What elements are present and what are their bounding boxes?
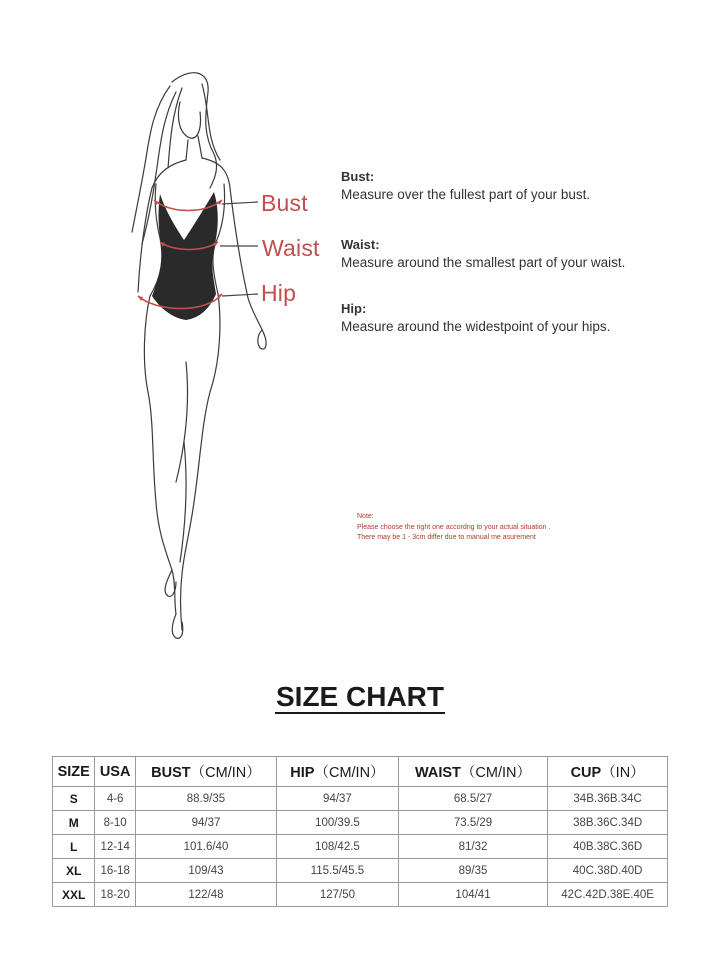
cell-cup: 40B.38C.36D bbox=[548, 835, 668, 859]
header-size: SIZE bbox=[53, 757, 95, 787]
cell-usa: 16-18 bbox=[95, 859, 135, 883]
cell-hip: 94/37 bbox=[277, 787, 399, 811]
hip-description-text: Measure around the widestpoint of your hips. bbox=[341, 319, 611, 334]
cell-waist: 81/32 bbox=[398, 835, 547, 859]
note-line-1: Please choose the right one accordng to your actual situation . bbox=[357, 523, 551, 531]
cell-usa: 12-14 bbox=[95, 835, 135, 859]
bust-description-text: Measure over the fullest part of your bust. bbox=[341, 187, 591, 202]
cell-cup: 34B.36B.34C bbox=[548, 787, 668, 811]
cell-hip: 127/50 bbox=[277, 883, 399, 907]
header-bust: BUST（CM/IN） bbox=[135, 757, 276, 787]
cell-waist: 73.5/29 bbox=[398, 811, 547, 835]
bust-callout-label: Bust bbox=[261, 190, 308, 216]
bust-description bbox=[341, 168, 701, 204]
waist-description bbox=[341, 236, 701, 272]
cell-size: XXL bbox=[53, 883, 95, 907]
measurement-note bbox=[357, 512, 657, 544]
model-sketch-illustration bbox=[110, 62, 340, 652]
cell-hip: 115.5/45.5 bbox=[277, 859, 399, 883]
cell-cup: 42C.42D.38E.40E bbox=[548, 883, 668, 907]
header-waist: WAIST（CM/IN） bbox=[398, 757, 547, 787]
cell-cup: 40C.38D.40D bbox=[548, 859, 668, 883]
bust-description-title: Bust: bbox=[341, 169, 375, 184]
table-row bbox=[53, 787, 668, 811]
cell-bust: 88.9/35 bbox=[135, 787, 276, 811]
table-row bbox=[53, 883, 668, 907]
hip-description bbox=[341, 300, 701, 336]
note-line-2: There may be 1 - 3cm differ due to manual me asurement bbox=[357, 534, 536, 541]
cell-waist: 89/35 bbox=[398, 859, 547, 883]
waist-callout-label: Waist bbox=[262, 235, 320, 261]
header-hip: HIP（CM/IN） bbox=[277, 757, 399, 787]
cell-waist: 104/41 bbox=[398, 883, 547, 907]
cell-size: L bbox=[53, 835, 95, 859]
table-row bbox=[53, 859, 668, 883]
cell-usa: 18-20 bbox=[95, 883, 135, 907]
cell-size: XL bbox=[53, 859, 95, 883]
size-chart-title-wrap bbox=[0, 682, 720, 714]
cell-size: S bbox=[53, 787, 95, 811]
cell-bust: 94/37 bbox=[135, 811, 276, 835]
cell-cup: 38B.36C.34D bbox=[548, 811, 668, 835]
cell-usa: 8-10 bbox=[95, 811, 135, 835]
cell-bust: 101.6/40 bbox=[135, 835, 276, 859]
cell-hip: 100/39.5 bbox=[277, 811, 399, 835]
waist-description-title: Waist: bbox=[341, 237, 380, 252]
note-heading: Note: bbox=[357, 513, 374, 520]
size-table bbox=[52, 756, 668, 907]
cell-size: M bbox=[53, 811, 95, 835]
table-header-row bbox=[53, 757, 668, 787]
waist-description-text: Measure around the smallest part of your waist. bbox=[341, 255, 626, 270]
size-chart-title: SIZE CHART bbox=[276, 681, 444, 712]
cell-hip: 108/42.5 bbox=[277, 835, 399, 859]
cell-waist: 68.5/27 bbox=[398, 787, 547, 811]
cell-bust: 109/43 bbox=[135, 859, 276, 883]
table-row bbox=[53, 835, 668, 859]
header-usa: USA bbox=[95, 757, 135, 787]
table-row bbox=[53, 811, 668, 835]
cell-bust: 122/48 bbox=[135, 883, 276, 907]
hip-description-title: Hip: bbox=[341, 301, 367, 316]
header-cup: CUP（IN） bbox=[548, 757, 668, 787]
hip-callout-label: Hip bbox=[261, 280, 297, 306]
cell-usa: 4-6 bbox=[95, 787, 135, 811]
